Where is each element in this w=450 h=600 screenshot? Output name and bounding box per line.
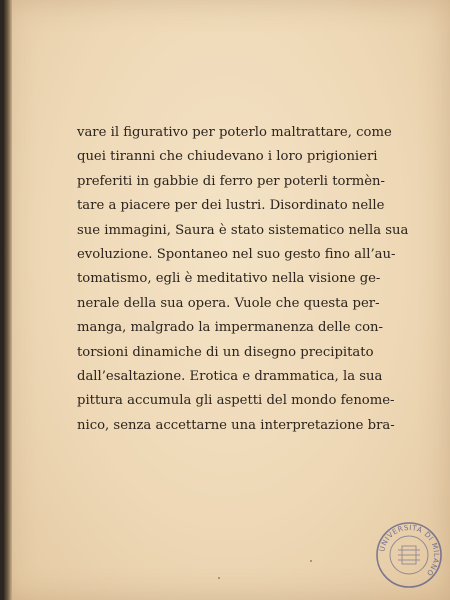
library-stamp (374, 520, 444, 590)
paper-speck (218, 577, 220, 579)
text-line: evoluzione. Spontaneo nel suo gesto fino all’au- (77, 246, 396, 262)
text-line: torsioni dinamiche di un disegno precipitato (77, 344, 374, 360)
text-line: vare il figurativo per poterlo maltrattare, come (77, 125, 392, 140)
text-line: tare a piacere per dei lustri. Disordinato nelle (77, 198, 385, 214)
text-line: preferiti in gabbie di ferro per poterli tormèn- (77, 173, 386, 189)
paper-speck (310, 560, 312, 562)
book-page (4, 0, 450, 600)
text-line: dall’esaltazione. Erotica e drammatica, la sua (77, 368, 383, 384)
text-line: manga, malgrado la impermanenza delle con- (77, 320, 383, 336)
body-text (77, 121, 409, 438)
page-binding-edge (4, 0, 12, 600)
text-line: sue immagini, Saura è stato sistematico nella sua (77, 222, 409, 238)
text-line: tomatismo, egli è meditativo nella visione ge- (77, 271, 381, 287)
text-line: nico, senza accettarne una interpretazione bra- (77, 417, 395, 433)
text-line: nerale della sua opera. Vuole che questa per- (77, 295, 380, 311)
stamp-ring-text: UNIVERSITÀ DI MILANO (377, 522, 442, 579)
text-line: quei tiranni che chiudevano i loro prigionieri (77, 149, 378, 165)
text-line: pittura accumula gli aspetti del mondo fenome- (77, 393, 395, 409)
